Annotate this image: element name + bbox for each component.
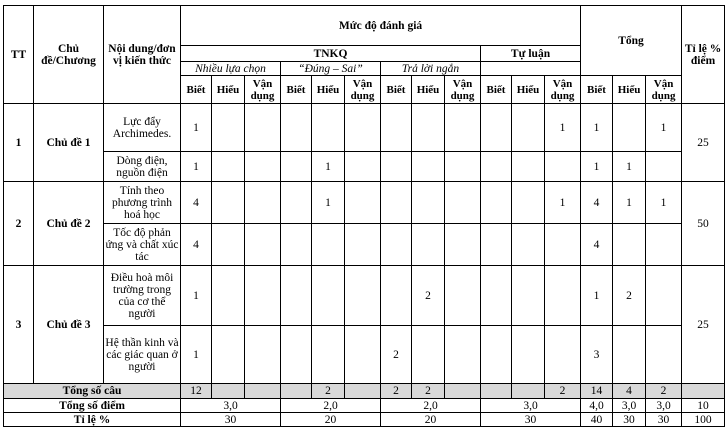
row-count-cell xyxy=(312,326,345,384)
header-content: Nội dung/đơn vị kiến thức xyxy=(104,6,181,104)
total-points-label: Tổng số điểm xyxy=(4,399,181,413)
header-level-cell: Hiểu xyxy=(212,76,245,104)
row-count-cell xyxy=(613,326,646,384)
row-count-cell: 4 xyxy=(181,224,212,266)
header-level-cell: Hiểu xyxy=(312,76,345,104)
row-count-cell xyxy=(481,104,512,152)
ratio-group-cell: 30 xyxy=(481,413,581,427)
total-points-group-cell: 2,0 xyxy=(381,399,481,413)
header-level-cell: Biết xyxy=(181,76,212,104)
total-questions-cell: 2 xyxy=(312,384,345,399)
header-level-cell: Vận dụng xyxy=(646,76,682,104)
row-content: Hệ thần kinh và các giác quan ở người xyxy=(104,326,181,384)
header-level-cell: Biết xyxy=(381,76,412,104)
ratio-group-cell: 30 xyxy=(181,413,281,427)
header-true-false: “Đúng – Sai” xyxy=(281,62,381,76)
header-level-cell: Biết xyxy=(281,76,312,104)
row-count-cell xyxy=(445,152,481,182)
row-count-cell xyxy=(481,266,512,326)
row-topic: Chủ đề 3 xyxy=(34,266,104,384)
row-count-cell: 1 xyxy=(181,152,212,182)
row-content: Tính theo phương trình hoá học xyxy=(104,182,181,224)
total-questions-cell: 2 xyxy=(646,384,682,399)
row-count-cell xyxy=(412,326,445,384)
row-count-cell xyxy=(245,266,281,326)
row-count-cell xyxy=(212,224,245,266)
row-count-cell xyxy=(245,182,281,224)
row-count-cell xyxy=(281,182,312,224)
row-count-cell xyxy=(445,182,481,224)
header-assessment-level: Mức độ đánh giá xyxy=(181,6,581,46)
row-count-cell xyxy=(545,224,581,266)
row-tt: 3 xyxy=(4,266,34,384)
total-questions-cell xyxy=(481,384,512,399)
row-count-cell xyxy=(345,326,381,384)
row-percent: 25 xyxy=(682,104,725,182)
row-count-cell: 3 xyxy=(581,326,613,384)
ratio-total-cell: 30 xyxy=(613,413,646,427)
row-count-cell xyxy=(245,104,281,152)
table-row xyxy=(4,224,725,266)
row-count-cell xyxy=(345,104,381,152)
header-tnkq: TNKQ xyxy=(181,46,481,62)
row-count-cell xyxy=(481,224,512,266)
row-count-cell xyxy=(646,326,682,384)
total-questions-cell xyxy=(512,384,545,399)
row-count-cell xyxy=(281,266,312,326)
row-count-cell xyxy=(613,104,646,152)
row-count-cell xyxy=(312,224,345,266)
row-count-cell xyxy=(345,182,381,224)
header-level-cell: Hiểu xyxy=(613,76,646,104)
row-count-cell xyxy=(345,224,381,266)
total-questions-cell xyxy=(245,384,281,399)
row-count-cell xyxy=(381,224,412,266)
row-count-cell xyxy=(381,266,412,326)
header-level-cell: Hiểu xyxy=(512,76,545,104)
table-row xyxy=(4,182,725,224)
row-count-cell: 2 xyxy=(412,266,445,326)
header-level-cell: Vận dụng xyxy=(245,76,281,104)
row-count-cell xyxy=(281,326,312,384)
header-level-cell: Biết xyxy=(481,76,512,104)
row-count-cell xyxy=(345,152,381,182)
row-count-cell xyxy=(212,182,245,224)
total-points-total-cell: 4,0 xyxy=(581,399,613,413)
ratio-row xyxy=(4,413,725,427)
header-total: Tổng xyxy=(581,6,682,76)
row-count-cell xyxy=(512,326,545,384)
total-points-group-cell: 3,0 xyxy=(481,399,581,413)
header-level-cell: Vận dụng xyxy=(445,76,481,104)
total-questions-cell: 14 xyxy=(581,384,613,399)
total-questions-cell xyxy=(445,384,481,399)
row-count-cell: 2 xyxy=(381,326,412,384)
row-count-cell xyxy=(545,266,581,326)
row-count-cell: 1 xyxy=(581,152,613,182)
total-points-total-cell: 3,0 xyxy=(646,399,682,413)
row-count-cell: 1 xyxy=(545,104,581,152)
row-count-cell xyxy=(646,266,682,326)
total-points-total-cell: 3,0 xyxy=(613,399,646,413)
row-count-cell xyxy=(381,104,412,152)
total-questions-cell: 2 xyxy=(381,384,412,399)
row-count-cell xyxy=(381,182,412,224)
row-count-cell xyxy=(345,266,381,326)
row-count-cell: 1 xyxy=(312,182,345,224)
row-count-cell xyxy=(412,104,445,152)
row-count-cell: 1 xyxy=(646,104,682,152)
ratio-percent: 100 xyxy=(682,413,725,427)
total-questions-percent xyxy=(682,384,725,399)
total-points-group-cell: 3,0 xyxy=(181,399,281,413)
row-count-cell xyxy=(545,152,581,182)
row-count-cell xyxy=(312,266,345,326)
row-count-cell: 1 xyxy=(581,104,613,152)
header-level-cell: Vận dụng xyxy=(345,76,381,104)
row-count-cell xyxy=(245,152,281,182)
total-questions-cell: 2 xyxy=(545,384,581,399)
row-count-cell xyxy=(212,266,245,326)
table-row xyxy=(4,326,725,384)
row-count-cell: 1 xyxy=(181,326,212,384)
total-questions-cell: 2 xyxy=(412,384,445,399)
row-count-cell xyxy=(312,104,345,152)
row-percent: 50 xyxy=(682,182,725,266)
header-level-cell: Biết xyxy=(581,76,613,104)
row-count-cell: 4 xyxy=(581,182,613,224)
header-level-cell: Vận dụng xyxy=(545,76,581,104)
row-count-cell: 1 xyxy=(181,266,212,326)
row-count-cell: 4 xyxy=(181,182,212,224)
table-row xyxy=(4,152,725,182)
total-points-group-cell: 2,0 xyxy=(281,399,381,413)
row-count-cell xyxy=(412,182,445,224)
total-questions-cell: 4 xyxy=(613,384,646,399)
header-essay: Tự luận xyxy=(481,46,581,62)
row-content: Điều hoà môi trường trong của cơ thể người xyxy=(104,266,181,326)
header-topic: Chủ đề/Chương xyxy=(34,6,104,104)
row-count-cell xyxy=(512,224,545,266)
row-topic: Chủ đề 1 xyxy=(34,104,104,182)
total-questions-label: Tổng số câu xyxy=(4,384,181,399)
total-points-percent: 10 xyxy=(682,399,725,413)
row-content: Tốc độ phản ứng và chất xúc tác xyxy=(104,224,181,266)
row-count-cell: 1 xyxy=(646,182,682,224)
row-count-cell xyxy=(646,152,682,182)
header-level-cell: Hiểu xyxy=(412,76,445,104)
row-topic: Chủ đề 2 xyxy=(34,182,104,266)
row-count-cell xyxy=(245,224,281,266)
row-count-cell xyxy=(412,152,445,182)
row-count-cell xyxy=(212,326,245,384)
row-count-cell xyxy=(512,152,545,182)
total-questions-row xyxy=(4,384,725,399)
header-multiple-choice: Nhiều lựa chọn xyxy=(181,62,281,76)
total-questions-cell xyxy=(345,384,381,399)
total-points-row xyxy=(4,399,725,413)
row-count-cell: 1 xyxy=(312,152,345,182)
row-count-cell xyxy=(545,326,581,384)
header-essay-blank xyxy=(481,62,581,76)
row-count-cell xyxy=(646,224,682,266)
row-count-cell: 1 xyxy=(613,152,646,182)
row-count-cell: 1 xyxy=(545,182,581,224)
ratio-label: Tỉ lệ % xyxy=(4,413,181,427)
row-count-cell xyxy=(445,266,481,326)
row-tt: 1 xyxy=(4,104,34,182)
row-count-cell xyxy=(481,182,512,224)
row-count-cell: 2 xyxy=(613,266,646,326)
row-count-cell xyxy=(245,326,281,384)
row-percent: 25 xyxy=(682,266,725,384)
row-count-cell xyxy=(512,104,545,152)
table-row xyxy=(4,104,725,152)
header-tt: TT xyxy=(4,6,34,104)
assessment-matrix-table xyxy=(3,5,725,427)
row-count-cell xyxy=(481,152,512,182)
row-count-cell: 4 xyxy=(581,224,613,266)
row-count-cell: 1 xyxy=(613,182,646,224)
row-count-cell xyxy=(445,326,481,384)
row-count-cell xyxy=(512,266,545,326)
row-count-cell xyxy=(212,152,245,182)
row-count-cell xyxy=(412,224,445,266)
row-count-cell xyxy=(281,152,312,182)
ratio-group-cell: 20 xyxy=(381,413,481,427)
header-short-answer: Trả lời ngắn xyxy=(381,62,481,76)
row-count-cell xyxy=(613,224,646,266)
row-content: Dòng điện, nguồn điện xyxy=(104,152,181,182)
row-tt: 2 xyxy=(4,182,34,266)
row-count-cell: 1 xyxy=(581,266,613,326)
row-count-cell xyxy=(212,104,245,152)
row-count-cell xyxy=(512,182,545,224)
row-content: Lực đẩy Archimedes. xyxy=(104,104,181,152)
ratio-total-cell: 30 xyxy=(646,413,682,427)
header-percent: Tỉ lệ % điểm xyxy=(682,6,725,104)
row-count-cell xyxy=(381,152,412,182)
total-questions-cell xyxy=(212,384,245,399)
row-count-cell xyxy=(281,224,312,266)
row-count-cell: 1 xyxy=(181,104,212,152)
row-count-cell xyxy=(445,224,481,266)
total-questions-cell: 12 xyxy=(181,384,212,399)
ratio-total-cell: 40 xyxy=(581,413,613,427)
row-count-cell xyxy=(281,104,312,152)
row-count-cell xyxy=(445,104,481,152)
total-questions-cell xyxy=(281,384,312,399)
row-count-cell xyxy=(481,326,512,384)
ratio-group-cell: 20 xyxy=(281,413,381,427)
table-row xyxy=(4,266,725,326)
